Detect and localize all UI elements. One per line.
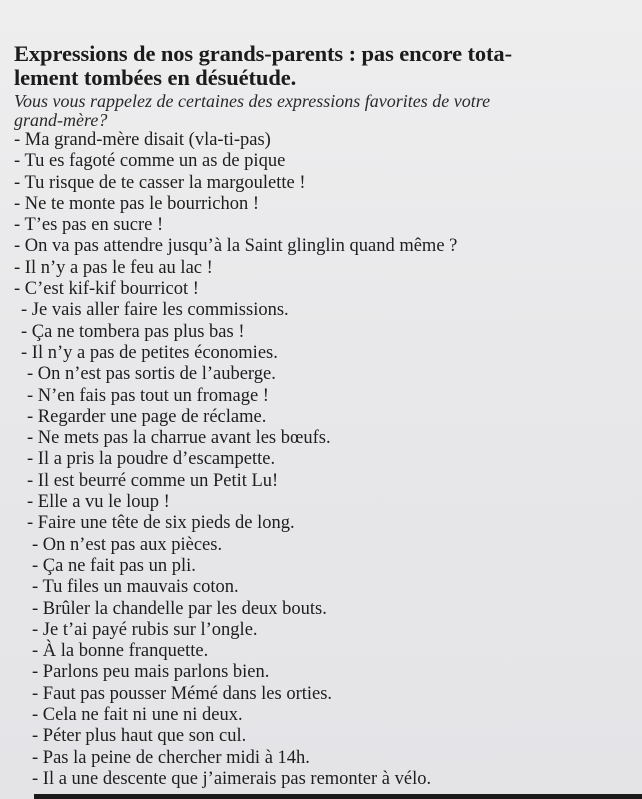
expression-item: - Il est beurré comme un Petit Lu! — [27, 470, 279, 491]
expression-item: - Péter plus haut que son cul. — [32, 726, 247, 747]
expression-item: - Faut pas pousser Mémé dans les orties. — [32, 683, 333, 704]
expression-item: - Regarder une page de réclame. — [27, 406, 267, 427]
title-line-1: Expressions de nos grands-parents : pas encore tota- — [14, 41, 512, 66]
expression-item: - Elle a vu le loup ! — [27, 492, 170, 513]
expression-item: - On va pas attendre jusqu’à la Saint glinglin quand même ? — [14, 236, 458, 257]
expression-item: - Il n’y a pas le feu au lac ! — [14, 257, 213, 278]
expression-item: - Il a pris la poudre d’escampette. — [27, 449, 276, 470]
bottom-rule — [34, 794, 642, 799]
expression-item: - Ne te monte pas le bourrichon ! — [14, 193, 260, 214]
title-line-2: lement tombées en désuétude. — [14, 65, 297, 90]
expression-item: - Pas la peine de chercher midi à 14h. — [32, 747, 310, 768]
article-title — [14, 42, 626, 90]
expression-item: - Je t’ai payé rubis sur l’ongle. — [32, 619, 258, 640]
expression-item: - N’en fais pas tout un fromage ! — [27, 385, 269, 406]
expression-item: - Ma grand-mère disait (vla-ti-pas) — [14, 130, 271, 150]
expression-item: - Tu files un mauvais coton. — [32, 577, 239, 598]
expression-list — [14, 130, 626, 790]
expression-item: - Parlons peu mais parlons bien. — [32, 662, 270, 683]
expression-item: - Brûler la chandelle par les deux bouts. — [32, 598, 327, 619]
article — [14, 42, 626, 790]
expression-item: - Tu es fagoté comme un as de pique — [14, 151, 286, 172]
intro-text — [14, 92, 626, 130]
intro-line-2: grand-mère? — [14, 110, 108, 130]
expression-item: - Il n’y a pas de petites économies. — [21, 342, 278, 363]
expression-item: - Cela ne fait ni une ni deux. — [32, 705, 243, 726]
expression-item: - Il a une descente que j’aimerais pas remonter à vélo. — [32, 768, 432, 789]
expression-item: - C’est kif-kif bourricot ! — [14, 279, 199, 300]
expression-item: - Ne mets pas la charrue avant les bœufs. — [27, 428, 331, 449]
intro-line-1: Vous vous rappelez de certaines des expressions favorites de votre — [14, 91, 491, 111]
expression-item: - On n’est pas aux pièces. — [32, 534, 223, 555]
expression-item: - Ça ne tombera pas plus bas ! — [21, 321, 245, 342]
expression-item: - T’es pas en sucre ! — [14, 215, 164, 236]
expression-item: - Ça ne fait pas un pli. — [32, 555, 196, 576]
expression-item: - Tu risque de te casser la margoulette ! — [14, 172, 306, 193]
expression-item: - On n’est pas sortis de l’auberge. — [27, 364, 276, 385]
expression-item: - Faire une tête de six pieds de long. — [27, 513, 295, 534]
expression-item: - À la bonne franquette. — [32, 641, 209, 662]
expression-item: - Je vais aller faire les commissions. — [21, 300, 289, 321]
